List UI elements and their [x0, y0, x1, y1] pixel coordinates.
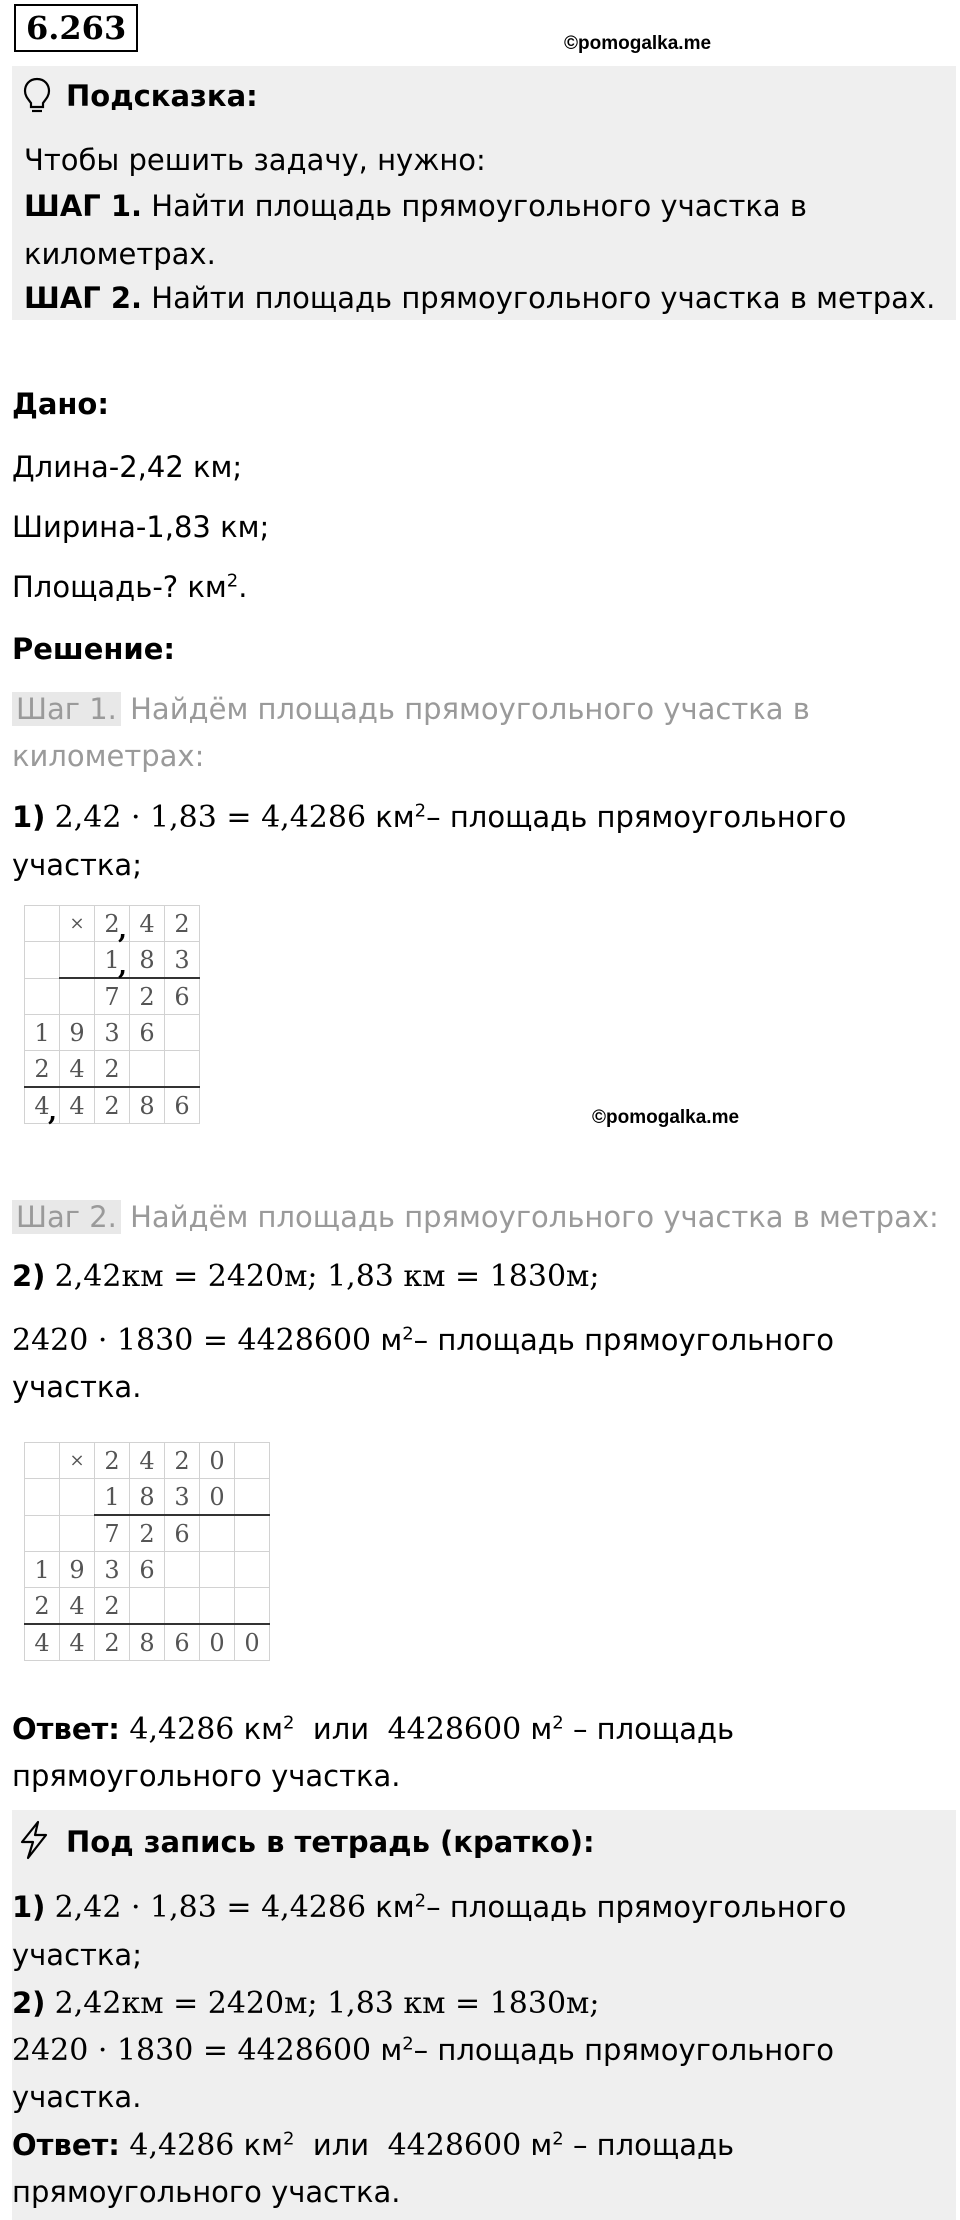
step2-desc: – площадь прямоугольного [413, 1323, 834, 1357]
grid-cell [235, 1588, 270, 1625]
step2-line2 [12, 1316, 834, 1365]
grid-row [25, 1515, 270, 1552]
notebook-l1-number: 1) [12, 1890, 46, 1924]
grid-cell: 4 [60, 1624, 95, 1661]
grid-cell [235, 1515, 270, 1552]
step1-number: 1) [12, 800, 46, 834]
notebook-answer-sup-2: 2 [552, 2128, 564, 2150]
hint-step2-label: ШАГ 2. [24, 281, 143, 315]
grid-cell: 0 [200, 1479, 235, 1516]
grid-cell [60, 942, 95, 979]
grid-cell: 0 [235, 1624, 270, 1661]
hint-step1-text: Найти площадь прямоугольного участка в [142, 189, 807, 223]
grid-cell: 1 [95, 1479, 130, 1516]
notebook-answer-unit-2: м [521, 2128, 553, 2162]
grid-cell: 3 [95, 1015, 130, 1051]
grid-cell: 4 [60, 1051, 95, 1088]
notebook-l2-expr: 2,42км = 2420м; 1,83 км = 1830м; [54, 1986, 600, 2021]
hint-intro: Чтобы решить задачу, нужно: [24, 143, 486, 177]
step1-text-cont: километрах: [12, 739, 205, 773]
answer-desc: – площадь [563, 1712, 735, 1746]
grid-cell [235, 1443, 270, 1479]
grid-cell: 8 [130, 1479, 165, 1516]
answer-or: или [294, 1712, 388, 1746]
grid-cell: 2 [95, 1624, 130, 1661]
given-area-end: . [238, 570, 248, 604]
grid-cell: 2 [165, 1443, 200, 1479]
grid-cell: 4 [25, 1624, 60, 1661]
step2-desc-cont: участка. [12, 1370, 142, 1404]
grid-cell: 1 [25, 1015, 60, 1051]
step2-unit: м [371, 1323, 403, 1357]
grid-cell: 6 [165, 1624, 200, 1661]
grid-cell [25, 906, 60, 942]
grid-cell [60, 978, 95, 1015]
grid-cell: 1 [25, 1552, 60, 1588]
hint-step1-cont: километрах. [24, 237, 216, 271]
grid-cell: 8 [130, 1087, 165, 1124]
grid-row [25, 1015, 200, 1051]
answer-value-2: 4428600 [387, 1712, 522, 1747]
notebook-l3-desc: – площадь прямоугольного [413, 2033, 834, 2067]
grid-cell [200, 1552, 235, 1588]
hint-title: Подсказка: [66, 79, 258, 113]
answer-line [12, 1705, 734, 1754]
grid-cell: 2 [95, 1087, 130, 1124]
notebook-l1-cont: участка; [12, 1938, 142, 1972]
given-area [12, 563, 247, 611]
step2-expr2: 2420 · 1830 = 4428600 [12, 1323, 372, 1358]
grid-cell [235, 1479, 270, 1516]
answer-value-1: 4,4286 [119, 1712, 235, 1747]
answer-sup-2: 2 [552, 1712, 564, 1734]
step2-text: Найдём площадь прямоугольного участка в метрах: [120, 1200, 939, 1234]
grid-cell: 2 [25, 1051, 60, 1088]
step2-label: Шаг 2. [12, 1200, 121, 1234]
answer-desc-cont: прямоугольного участка. [12, 1759, 401, 1793]
grid-cell: 4 [130, 1443, 165, 1479]
decimal-comma: , [117, 915, 127, 945]
hint-step2-text: Найти площадь прямоугольного участка в метрах. [142, 281, 936, 315]
grid-cell: 2 [25, 1588, 60, 1625]
notebook-line-2 [12, 1979, 600, 2028]
grid-row [25, 1552, 270, 1588]
notebook-answer-sup-1: 2 [283, 2128, 295, 2150]
multiplication-grid-1 [24, 905, 200, 1127]
grid-row [25, 1624, 270, 1661]
grid-cell [60, 1479, 95, 1516]
lightbulb-icon [22, 76, 52, 120]
grid-cell: 4 [60, 1087, 95, 1124]
grid-row [25, 1479, 270, 1516]
notebook-line-3 [12, 2026, 834, 2075]
grid-row [25, 942, 200, 979]
grid-cell: 2 , [95, 906, 130, 942]
answer-unit-1: км [234, 1712, 284, 1746]
step1-unit: км [366, 800, 415, 834]
answer-sup-1: 2 [283, 1712, 295, 1734]
grid-cell [25, 978, 60, 1015]
grid-cell: 7 [95, 978, 130, 1015]
grid-cell: 2 [95, 1443, 130, 1479]
notebook-l3-expr: 2420 · 1830 = 4428600 [12, 2033, 372, 2068]
step2-expr: 2,42км = 2420м; 1,83 км = 1830м; [54, 1259, 600, 1294]
grid-cell: 2 [95, 1051, 130, 1088]
grid-cell: 6 [130, 1552, 165, 1588]
watermark-middle: ©pomogalka.me [592, 1107, 740, 1128]
step1-desc: – площадь прямоугольного [426, 800, 847, 834]
notebook-answer-cont: прямоугольного участка. [12, 2175, 401, 2209]
multiplication-grid-2 [24, 1442, 270, 1661]
given-area-text: Площадь-? км [12, 570, 227, 604]
grid-cell: × [60, 906, 95, 942]
notebook-l3-unit: м [371, 2033, 403, 2067]
lightning-icon [16, 1820, 52, 1864]
grid-cell [130, 1051, 165, 1088]
grid-cell [235, 1552, 270, 1588]
grid-cell [200, 1588, 235, 1625]
grid-row [25, 1443, 270, 1479]
grid-cell: 0 [200, 1443, 235, 1479]
notebook-title: Под запись в тетрадь (кратко): [66, 1825, 595, 1859]
notebook-l1-expr: 2,42 · 1,83 = 4,4286 [54, 1890, 367, 1925]
notebook-answer-unit-1: км [234, 2128, 284, 2162]
grid-cell: × [60, 1443, 95, 1479]
notebook-box [12, 1810, 956, 2220]
grid-cell: 2 [130, 978, 165, 1015]
step1-line [12, 793, 846, 842]
notebook-answer-value-1: 4,4286 [119, 2128, 235, 2163]
grid-cell: 1 , [95, 942, 130, 979]
watermark-top: ©pomogalka.me [564, 33, 712, 54]
notebook-answer [12, 2121, 734, 2170]
notebook-l1-unit: км [366, 1890, 415, 1924]
grid-cell: 6 [130, 1015, 165, 1051]
step1-expr: 2,42 · 1,83 = 4,4286 [54, 800, 367, 835]
grid-row [25, 1051, 200, 1088]
grid-cell [130, 1588, 165, 1625]
notebook-l1-desc: – площадь прямоугольного [426, 1890, 847, 1924]
grid-cell [165, 1015, 200, 1051]
grid-row [25, 906, 200, 942]
decimal-comma: , [47, 1097, 57, 1127]
grid-cell: 3 [165, 1479, 200, 1516]
grid-cell: 9 [60, 1552, 95, 1588]
grid-cell: 6 [165, 1515, 200, 1552]
grid-cell [25, 942, 60, 979]
grid-cell: 2 [165, 906, 200, 942]
notebook-answer-or: или [294, 2128, 388, 2162]
grid-row [25, 1588, 270, 1625]
given-width: Ширина-1,83 км; [12, 510, 270, 544]
grid-row [25, 1087, 200, 1124]
grid-cell: 4 [60, 1588, 95, 1625]
answer-label: Ответ: [12, 1712, 120, 1746]
grid-cell [25, 1443, 60, 1479]
hint-step1-label: ШАГ 1. [24, 189, 143, 223]
notebook-l3-cont: участка. [12, 2080, 142, 2114]
decimal-comma: , [117, 951, 127, 981]
step2-number: 2) [12, 1259, 46, 1293]
grid-cell: 7 [95, 1515, 130, 1552]
notebook-answer-value-2: 4428600 [387, 2128, 522, 2163]
grid-cell [165, 1552, 200, 1588]
grid-cell: 6 [165, 978, 200, 1015]
grid-cell [25, 1515, 60, 1552]
grid-cell: 2 [95, 1588, 130, 1625]
grid-row [25, 978, 200, 1015]
grid-cell: 0 [200, 1624, 235, 1661]
step1-desc-cont: участка; [12, 848, 142, 882]
hint-step1 [24, 182, 807, 230]
grid-cell: 3 [95, 1552, 130, 1588]
grid-cell: 4 [130, 906, 165, 942]
problem-number: 6.263 [14, 4, 138, 52]
solution-title: Решение: [12, 632, 176, 666]
grid-cell: 8 [130, 942, 165, 979]
notebook-answer-desc: – площадь [563, 2128, 735, 2162]
grid-cell: 4 , [25, 1087, 60, 1124]
grid-cell: 2 [130, 1515, 165, 1552]
grid-cell [25, 1479, 60, 1516]
step1-label: Шаг 1. [12, 692, 121, 726]
given-area-sup: 2 [226, 570, 239, 592]
notebook-l3-sup: 2 [402, 2033, 414, 2055]
given-length: Длина-2,42 км; [12, 450, 243, 484]
notebook-l1-sup: 2 [414, 1890, 427, 1912]
step1-text: Найдём площадь прямоугольного участка в [120, 692, 810, 726]
given-title: Дано: [12, 387, 109, 421]
grid-cell: 3 [165, 942, 200, 979]
notebook-line-1 [12, 1883, 846, 1932]
grid-cell [165, 1051, 200, 1088]
grid-cell [200, 1515, 235, 1552]
solution-step2 [12, 1193, 939, 1241]
notebook-l2-number: 2) [12, 1986, 46, 2020]
solution-step1 [12, 685, 810, 733]
step1-sup: 2 [414, 800, 427, 822]
hint-step2 [24, 274, 935, 322]
step2-line [12, 1252, 600, 1301]
answer-unit-2: м [521, 1712, 553, 1746]
grid-cell: 9 [60, 1015, 95, 1051]
grid-cell: 6 [165, 1087, 200, 1124]
step2-sup: 2 [402, 1323, 414, 1345]
grid-cell [60, 1515, 95, 1552]
notebook-answer-label: Ответ: [12, 2128, 120, 2162]
hint-box [12, 66, 956, 320]
grid-cell [165, 1588, 200, 1625]
grid-cell: 8 [130, 1624, 165, 1661]
